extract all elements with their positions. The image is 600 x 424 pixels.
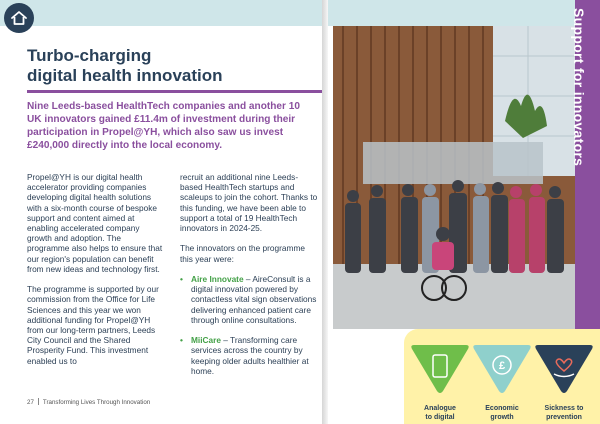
group-photo	[333, 26, 575, 329]
badge-label: Sickness to prevention	[544, 405, 584, 421]
page-gutter	[322, 0, 328, 424]
page-footer	[27, 398, 150, 406]
top-banner	[0, 0, 575, 26]
badge-label: Economic growth	[485, 405, 519, 421]
page-title-line1: Turbo-charging	[27, 46, 152, 65]
body-paragraph: recruit an additional nine Leeds-based HealthTech startups and scaleups to join the cohort. Thanks to this funding, we have been able to support a total of 19 HealthTech innovators in 2024-25.	[180, 172, 318, 234]
page-title	[27, 46, 223, 86]
intro-paragraph: Nine Leeds-based HealthTech companies and another 10 UK innovators gained £11.4m of investment during their participation in Propel@YH, which also saw us invest £240,000 directly into the local economy.	[27, 101, 300, 151]
list-item	[180, 335, 320, 376]
innovator-name: MiiCare	[191, 335, 221, 346]
bullet-icon: •	[180, 335, 183, 346]
theme-badges	[404, 329, 600, 424]
badge-analogue-to-digital	[408, 341, 472, 421]
innovator-name: Aire Innovate	[191, 274, 244, 284]
footer-text: Transforming Lives Through Innovation	[42, 399, 151, 406]
title-divider	[27, 90, 327, 93]
home-icon[interactable]	[4, 3, 34, 33]
body-column-1	[27, 172, 165, 376]
section-sidebar	[571, 0, 600, 329]
badge-label: Analogue to digital	[424, 405, 456, 421]
list-item	[180, 274, 320, 325]
innovator-description: – AireConsult is a digital innovation powered by contactless vital sign observations delivering enhanced patient care through online consultations.	[191, 274, 317, 325]
page-title-line2: digital health innovation	[27, 66, 223, 85]
badge-shape	[535, 345, 592, 393]
body-paragraph: The programme is supported by our commission from the Office for Life Sciences and this year we won additional funding for Propel@YH from our long-term partners, Leeds City Council and the Shared Prosperity Fund. This investment enabled us to	[27, 284, 159, 366]
bullet-icon: •	[180, 274, 183, 284]
innovator-list	[180, 274, 320, 376]
body-paragraph: Propel@YH is our digital health accelerator providing companies developing digital health solutions with a six-month course of bespoke support and content aimed at enabling accelerated company growth and adoption. The programme also helps to ensure that our region's population can benefit from new ideas and technology first.	[27, 172, 163, 274]
badge-shape	[411, 345, 468, 393]
badge-economic-growth	[470, 341, 534, 421]
footer-separator	[38, 398, 39, 405]
pound-icon: £	[498, 360, 506, 372]
body-column-2	[180, 172, 320, 386]
body-paragraph: The innovators on the programme this year were:	[180, 243, 305, 264]
page-number: 27	[27, 399, 34, 406]
innovator-description: – Transforming care services across the country by keeping older adults healthier at home.	[191, 335, 309, 376]
section-label: Support for innovators	[571, 8, 587, 167]
badge-sickness-to-prevention	[532, 341, 596, 421]
